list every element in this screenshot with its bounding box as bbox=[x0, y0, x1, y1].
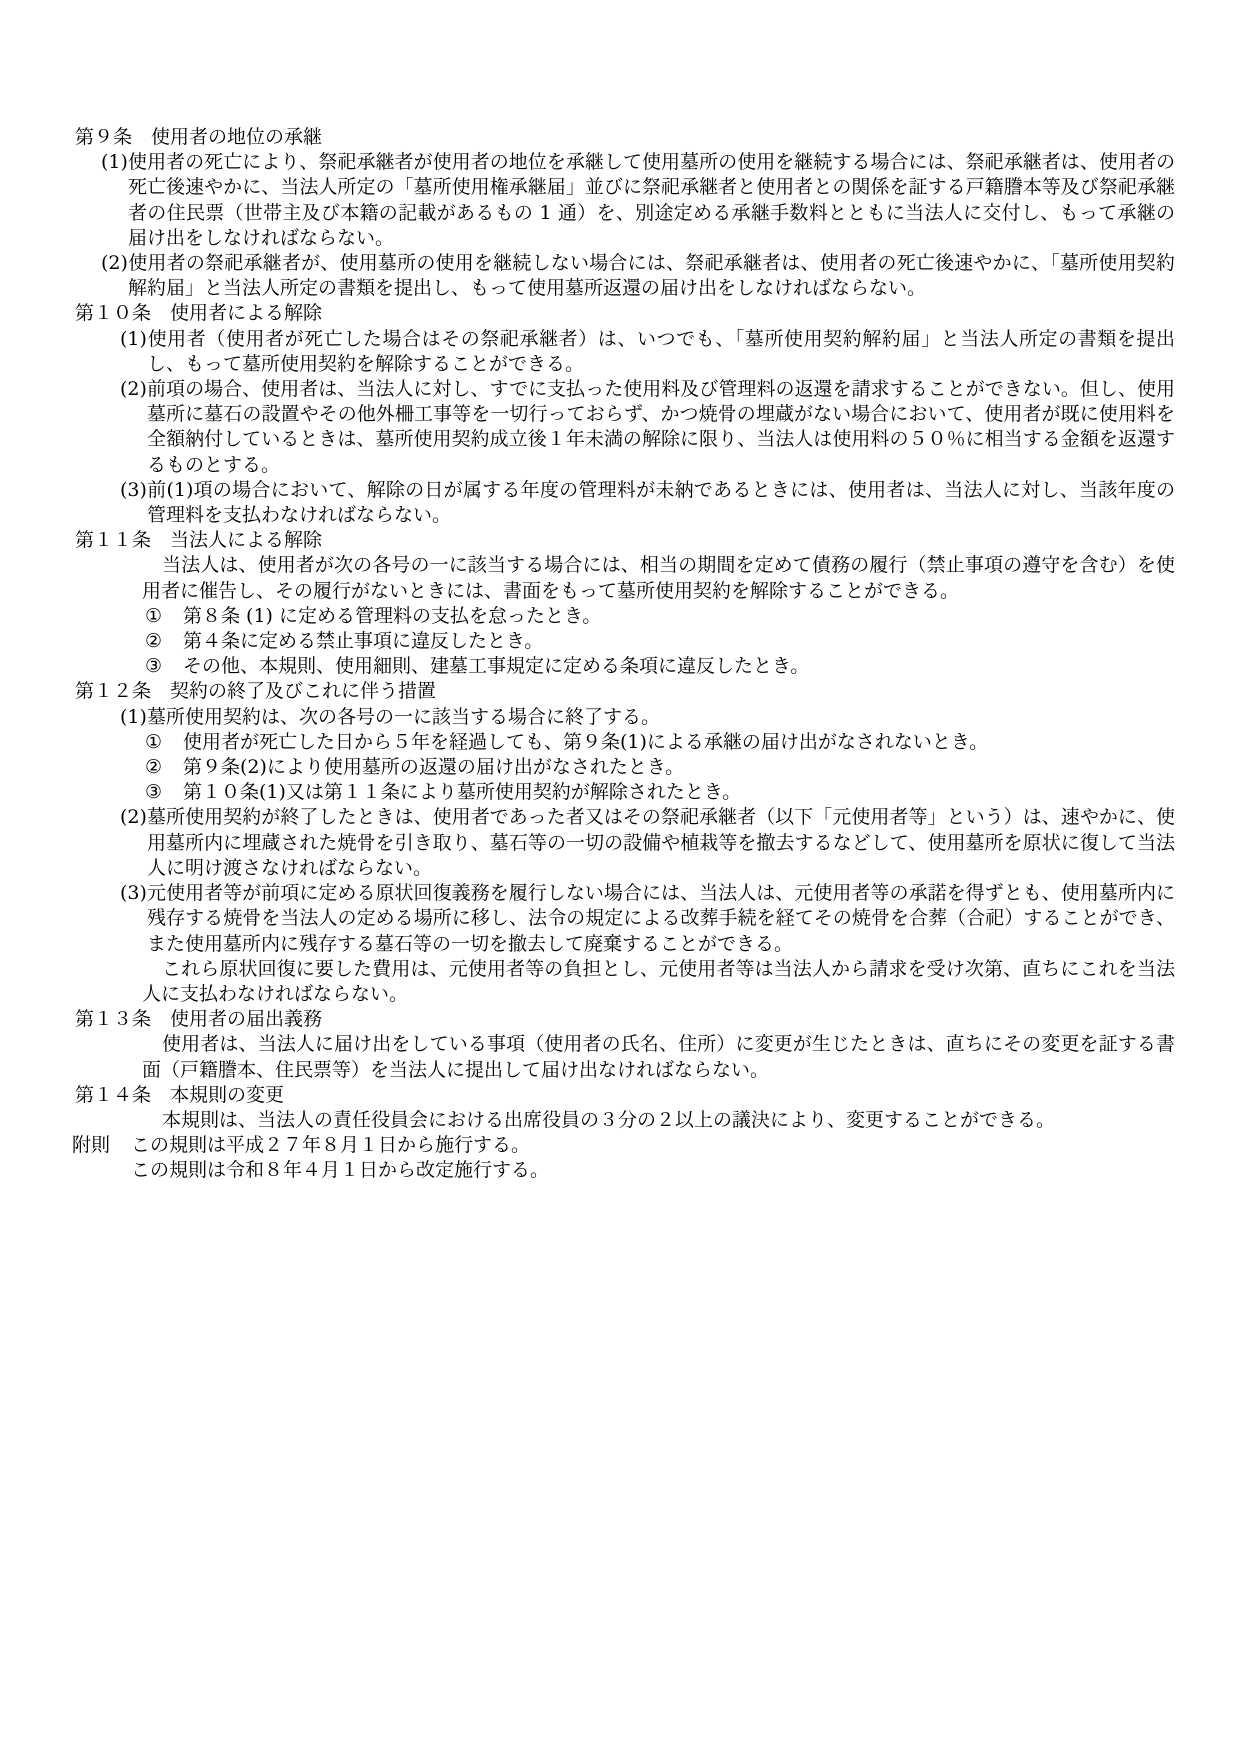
body-paragraph bbox=[0, 553, 1175, 603]
item-marker: (2) bbox=[120, 378, 147, 401]
item-marker: ② bbox=[145, 756, 163, 779]
item-marker: ③ bbox=[145, 781, 163, 804]
circled-item bbox=[0, 654, 1175, 679]
article-heading bbox=[0, 1083, 1175, 1108]
item-text: 前(1)項の場合において、解除の日が属する年度の管理料が未納であるときには、使用者は、当法人に対し、当該年度の管理料を支払わなければならない。 bbox=[147, 478, 1175, 527]
item-text: その他、本規則、使用細則、建墓工事規定に定める条項に違反したとき。 bbox=[183, 655, 810, 678]
body-paragraph bbox=[0, 1108, 1175, 1133]
item-text: 墓所使用契約が終了したときは、使用者であった者又はその祭祀承継者（以下「元使用者等」という）は、速やかに、使用墓所内に埋蔵された焼骨を引き取り、墓石等の一切の設備や植栽等を撤去するなどして、使用墓所を原状に復して当法人に明け渡さなければならない。 bbox=[147, 806, 1175, 879]
numbered-item bbox=[0, 251, 1175, 301]
circled-item bbox=[0, 604, 1175, 629]
item-marker: (2) bbox=[120, 806, 147, 829]
item-text: 第１１条 当法人による解除 bbox=[75, 529, 323, 552]
item-text: 当法人は、使用者が次の各号の一に該当する場合には、相当の期間を定めて債務の履行（禁止事項の遵守を含む）を使用者に催告し、その履行がないときには、書面をもって墓所使用契約を解除することができる。 bbox=[142, 554, 1175, 602]
item-marker: ① bbox=[145, 604, 163, 627]
numbered-item bbox=[0, 327, 1175, 377]
item-marker: 附則 bbox=[72, 1134, 111, 1157]
article-heading bbox=[0, 1007, 1175, 1032]
circled-item bbox=[0, 755, 1175, 780]
item-text: 第１０条 使用者による解除 bbox=[75, 302, 323, 325]
numbered-item bbox=[0, 705, 1175, 730]
item-marker: (2) bbox=[101, 252, 128, 275]
item-marker: ① bbox=[145, 730, 163, 753]
item-text: 使用者（使用者が死亡した場合はその祭祀承継者）は、いつでも、「墓所使用契約解約届」と当法人所定の書類を提出し、もって墓所使用契約を解除することができる。 bbox=[147, 327, 1175, 375]
item-text: 使用者が死亡した日から５年を経過しても、第９条(1)による承継の届け出がなされないとき。 bbox=[183, 730, 989, 753]
item-text: 使用者の祭祀承継者が、使用墓所の使用を継続しない場合には、祭祀承継者は、使用者の死亡後速やかに、「墓所使用契約解約届」と当法人所定の書類を提出し、もって使用墓所返還の届け出をしなければならない。 bbox=[128, 252, 1175, 300]
article-heading bbox=[0, 125, 1175, 150]
item-marker: (1) bbox=[101, 151, 128, 174]
item-text: 元使用者等が前項に定める原状回復義務を履行しない場合には、当法人は、元使用者等の承諾を得ずとも、使用墓所内に残存する焼骨を当法人の定める場所に移し、法令の規定による改葬手続を経てその焼骨を合葬（合祀）することができ、また使用墓所内に残存する墓石等の一切を撤去して廃棄することができる。 bbox=[147, 882, 1175, 955]
appendix-note-continuation bbox=[0, 1158, 1175, 1183]
item-text: 使用者の死亡により、祭祀承継者が使用者の地位を承継して使用墓所の使用を継続する場合には、祭祀承継者は、使用者の死亡後速やかに、当法人所定の「墓所使用権承継届」並びに祭祀承継者と使用者との関係を証する戸籍謄本等及び祭祀承継者の住民票（世帯主及び本籍の記載があるもの 1 通）を、別途定める承継手数料とともに当法人に交付し、もって承継の届け出をしなければならない。 bbox=[128, 151, 1175, 249]
item-text: 墓所使用契約は、次の各号の一に該当する場合に終了する。 bbox=[147, 705, 661, 728]
item-marker: ③ bbox=[145, 655, 163, 678]
item-text: この規則は平成２７年８月１日から施行する。 bbox=[131, 1134, 531, 1157]
item-marker: (3) bbox=[120, 478, 147, 501]
item-marker: (1) bbox=[120, 705, 147, 728]
article-heading bbox=[0, 679, 1175, 704]
item-text: 第９条 使用者の地位の承継 bbox=[75, 126, 323, 148]
numbered-item bbox=[0, 150, 1175, 251]
circled-item bbox=[0, 629, 1175, 654]
item-text: 第９条(2)により使用墓所の返還の届け出がなされたとき。 bbox=[183, 756, 685, 779]
numbered-item bbox=[0, 881, 1175, 957]
item-text: 第１０条(1)又は第１１条により墓所使用契約が解除されたとき。 bbox=[183, 781, 742, 804]
item-text: 前項の場合、使用者は、当法人に対し、すでに支払った使用料及び管理料の返還を請求することができない。但し、使用墓所に墓石の設置やその他外柵工事等を一切行っておらず、かつ焼骨の埋蔵がない場合において、使用者が既に使用料を全額納付しているときは、墓所使用契約成立後１年未満の解除に限り、当法人は使用料の５０％に相当する金額を返還するものとする。 bbox=[147, 378, 1175, 476]
item-marker: (1) bbox=[120, 327, 147, 350]
item-text: 使用者は、当法人に届け出をしている事項（使用者の氏名、住所）に変更が生じたときは、直ちにその変更を証する書面（戸籍謄本、住民票等）を当法人に提出して届け出なければならない。 bbox=[142, 1033, 1175, 1081]
item-text: これら原状回復に要した費用は、元使用者等の負担とし、元使用者等は当法人から請求を受け次第、直ちにこれを当法人に支払わなければならない。 bbox=[142, 957, 1175, 1005]
numbered-item bbox=[0, 805, 1175, 881]
item-text: 第４条に定める禁止事項に違反したとき。 bbox=[183, 630, 544, 653]
article-heading bbox=[0, 301, 1175, 326]
numbered-item bbox=[0, 478, 1175, 528]
item-text: 第１４条 本規則の変更 bbox=[75, 1083, 285, 1106]
body-paragraph bbox=[0, 957, 1175, 1007]
circled-item bbox=[0, 780, 1175, 805]
item-text: 第８条 (1) に定める管理料の支払を怠ったとき。 bbox=[183, 604, 602, 627]
circled-item bbox=[0, 730, 1175, 755]
body-paragraph bbox=[0, 1032, 1175, 1082]
appendix-note bbox=[0, 1133, 1175, 1158]
item-text: 第１３条 使用者の届出義務 bbox=[75, 1008, 323, 1031]
item-marker: (3) bbox=[120, 882, 147, 905]
item-text: 第１２条 契約の終了及びこれに伴う措置 bbox=[75, 680, 437, 703]
article-heading bbox=[0, 528, 1175, 553]
numbered-item bbox=[0, 377, 1175, 478]
item-text: 本規則は、当法人の責任役員会における出席役員の３分の２以上の議決により、変更することができる。 bbox=[162, 1108, 1056, 1131]
item-marker: ② bbox=[145, 630, 163, 653]
item-text: この規則は令和８年４月１日から改定施行する。 bbox=[131, 1159, 550, 1182]
